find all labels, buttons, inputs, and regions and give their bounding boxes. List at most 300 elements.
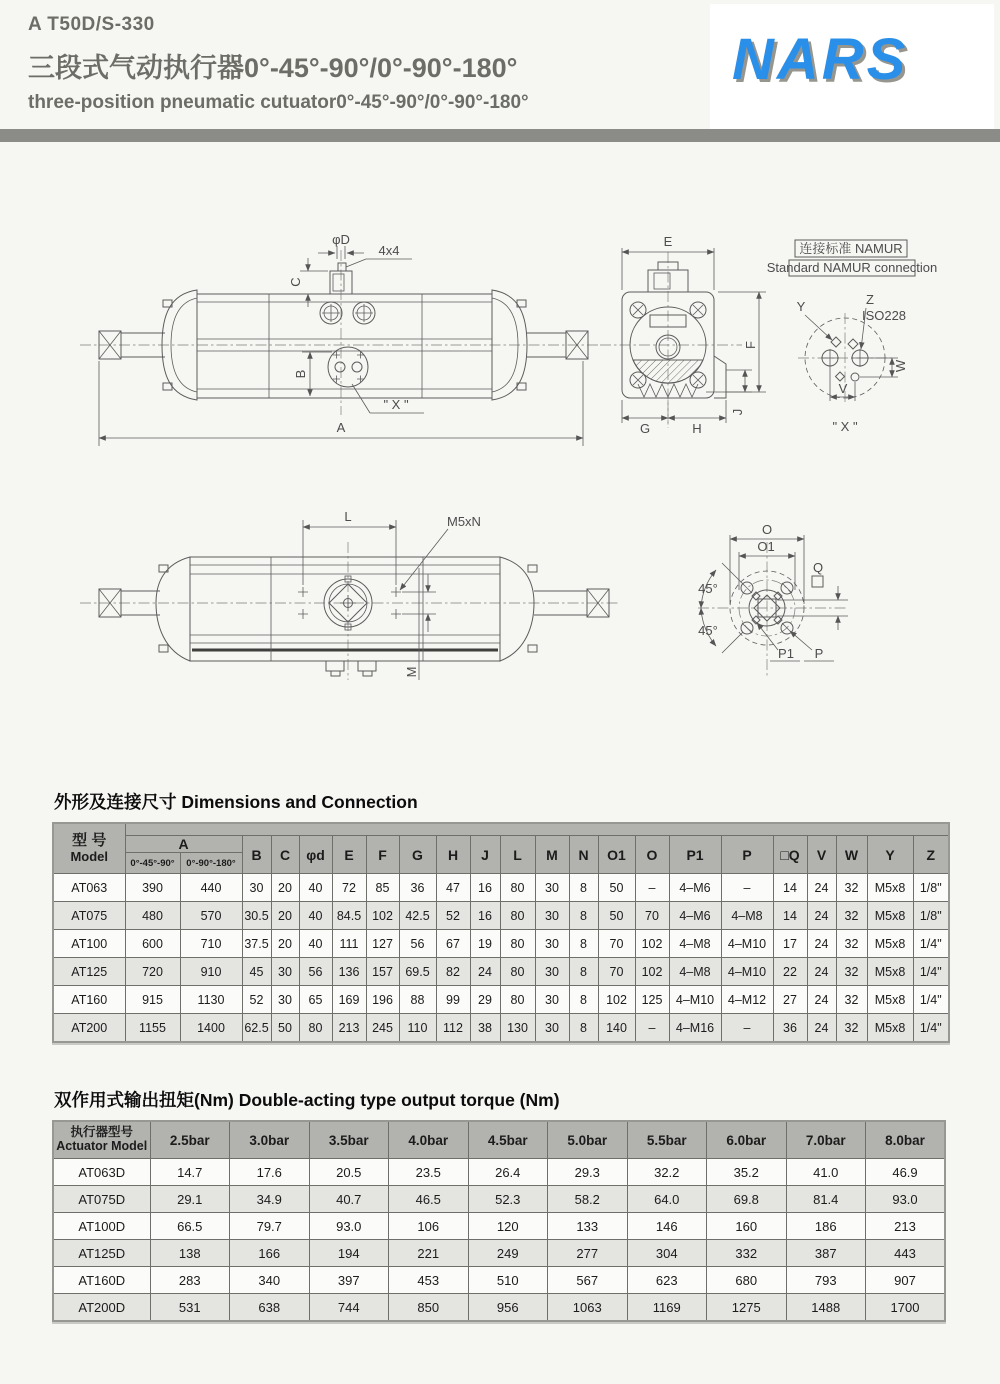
value-cell: 1488	[786, 1294, 866, 1322]
dims-column-header: W	[836, 836, 867, 874]
divider-bar	[0, 129, 1000, 142]
dim-label-p1: P1	[778, 646, 794, 661]
value-cell: 1130	[180, 986, 242, 1014]
value-cell: 186	[786, 1213, 866, 1240]
value-cell: 387	[786, 1240, 866, 1267]
value-cell: 304	[627, 1240, 707, 1267]
value-cell: 16	[470, 874, 500, 902]
value-cell: 4–M12	[721, 986, 773, 1014]
value-cell: 24	[807, 958, 836, 986]
dim-label-m: M	[404, 666, 419, 678]
dim-label-l: L	[344, 509, 352, 524]
value-cell: 22	[773, 958, 807, 986]
value-cell: 8	[569, 930, 598, 958]
value-cell: 24	[807, 1014, 836, 1043]
torque-column-header: 6.0bar	[707, 1121, 787, 1159]
dim-label-phi-d: φD	[332, 232, 350, 247]
dim-label-g: G	[639, 421, 651, 436]
dim-label-f: F	[743, 341, 758, 349]
plan-view-drawing	[80, 509, 618, 680]
dims-column-header: O	[635, 836, 669, 874]
value-cell: 1/8"	[913, 874, 949, 902]
value-cell: 29	[470, 986, 500, 1014]
value-cell: 32	[836, 902, 867, 930]
value-cell: 26.4	[468, 1159, 548, 1186]
value-cell: 47	[436, 874, 470, 902]
value-cell: 1700	[866, 1294, 946, 1322]
technical-drawings	[0, 160, 1000, 780]
value-cell: 50	[598, 874, 635, 902]
model-header-en: Model	[70, 848, 109, 864]
value-cell: 30	[535, 1014, 569, 1043]
value-cell: 40	[299, 902, 332, 930]
value-cell: 277	[548, 1240, 628, 1267]
value-cell: 80	[500, 874, 535, 902]
value-cell: 30	[535, 902, 569, 930]
model-code: A T50D/S-330	[28, 14, 155, 35]
angle-label-45-bottom: 45°	[698, 623, 718, 638]
value-cell: 32	[836, 874, 867, 902]
dims-column-header: P1	[669, 836, 721, 874]
dim-label-v: V	[838, 381, 848, 396]
actuator-model-header-en: Actuator Model	[56, 1139, 148, 1153]
value-cell: 80	[500, 930, 535, 958]
value-cell: 80	[299, 1014, 332, 1043]
model-cell: AT075	[53, 902, 125, 930]
value-cell: 56	[299, 958, 332, 986]
dim-label-o1: O1	[757, 539, 775, 554]
dim-label-4x4: 4x4	[378, 243, 400, 258]
value-cell: 443	[866, 1240, 946, 1267]
value-cell: 52	[242, 986, 271, 1014]
value-cell: 111	[332, 930, 366, 958]
value-cell: 531	[150, 1294, 230, 1322]
value-cell: 638	[230, 1294, 310, 1322]
model-cell: AT063	[53, 874, 125, 902]
dims-column-header: B	[242, 836, 271, 874]
table-row	[53, 958, 949, 986]
value-cell: 850	[389, 1294, 469, 1322]
value-cell: 140	[598, 1014, 635, 1043]
value-cell: 14	[773, 902, 807, 930]
torque-header-row	[53, 1121, 945, 1159]
value-cell: 69.8	[707, 1186, 787, 1213]
value-cell: 907	[866, 1267, 946, 1294]
value-cell: 69.5	[399, 958, 436, 986]
value-cell: 245	[366, 1014, 399, 1043]
detail-x-reference: " X "	[383, 397, 409, 412]
value-cell: 46.9	[866, 1159, 946, 1186]
value-cell: 196	[366, 986, 399, 1014]
value-cell: 72	[332, 874, 366, 902]
value-cell: 80	[500, 902, 535, 930]
value-cell: 102	[635, 930, 669, 958]
value-cell: 70	[635, 902, 669, 930]
dim-label-q: Q	[812, 560, 824, 575]
dims-column-header: M	[535, 836, 569, 874]
dims-column-header: N	[569, 836, 598, 874]
table-row	[53, 1213, 945, 1240]
value-cell: 710	[180, 930, 242, 958]
torque-column-header: 5.0bar	[548, 1121, 628, 1159]
dims-column-header: Z	[913, 836, 949, 874]
value-cell: M5x8	[867, 986, 913, 1014]
value-cell: 744	[309, 1294, 389, 1322]
dim-label-y: Y	[796, 299, 806, 314]
value-cell: 81.4	[786, 1186, 866, 1213]
value-cell: 17.6	[230, 1159, 310, 1186]
value-cell: 30	[271, 986, 299, 1014]
value-cell: 1/4"	[913, 986, 949, 1014]
value-cell: 8	[569, 874, 598, 902]
value-cell: 19	[470, 930, 500, 958]
value-cell: 102	[598, 986, 635, 1014]
value-cell: 24	[807, 930, 836, 958]
namur-label-cn: 连接标准 NAMUR	[799, 241, 903, 256]
value-cell: 50	[598, 902, 635, 930]
value-cell: M5x8	[867, 1014, 913, 1043]
dim-label-h: H	[692, 421, 702, 436]
value-cell: 480	[125, 902, 180, 930]
value-cell: 1/4"	[913, 930, 949, 958]
value-cell: 23.5	[389, 1159, 469, 1186]
value-cell: 30.5	[242, 902, 271, 930]
torque-column-header: 7.0bar	[786, 1121, 866, 1159]
model-cell: AT200	[53, 1014, 125, 1043]
value-cell: 1155	[125, 1014, 180, 1043]
value-cell: 24	[807, 874, 836, 902]
value-cell: 93.0	[866, 1186, 946, 1213]
model-cell: AT125D	[53, 1240, 150, 1267]
value-cell: 56	[399, 930, 436, 958]
value-cell: 283	[150, 1267, 230, 1294]
model-cell: AT063D	[53, 1159, 150, 1186]
value-cell: 32	[836, 986, 867, 1014]
dim-label-a: A	[336, 420, 346, 435]
value-cell: 34.9	[230, 1186, 310, 1213]
value-cell: 79.7	[230, 1213, 310, 1240]
dims-column-header: G	[399, 836, 436, 874]
a-column-header: A	[125, 836, 242, 853]
value-cell: 30	[535, 986, 569, 1014]
value-cell: 249	[468, 1240, 548, 1267]
value-cell: 41.0	[786, 1159, 866, 1186]
value-cell: 1/8"	[913, 902, 949, 930]
value-cell: 30	[535, 958, 569, 986]
dim-label-w: W	[893, 359, 908, 373]
model-cell: AT160	[53, 986, 125, 1014]
value-cell: 453	[389, 1267, 469, 1294]
actuator-model-header-cn: 执行器型号	[70, 1125, 133, 1140]
value-cell: 84.5	[332, 902, 366, 930]
value-cell: 32.2	[627, 1159, 707, 1186]
value-cell: 138	[150, 1240, 230, 1267]
dims-column-header: φd	[299, 836, 332, 874]
value-cell: 390	[125, 874, 180, 902]
dims-column-header: E	[332, 836, 366, 874]
value-cell: 194	[309, 1240, 389, 1267]
value-cell: 14.7	[150, 1159, 230, 1186]
torque-column-header: 8.0bar	[866, 1121, 946, 1159]
value-cell: 16	[470, 902, 500, 930]
table-row	[53, 1294, 945, 1322]
value-cell: 340	[230, 1267, 310, 1294]
value-cell: 956	[468, 1294, 548, 1322]
value-cell: 82	[436, 958, 470, 986]
dims-table-body	[53, 874, 949, 1043]
value-cell: 157	[366, 958, 399, 986]
dim-label-j: J	[730, 408, 745, 416]
value-cell: 146	[627, 1213, 707, 1240]
dims-column-header: H	[436, 836, 470, 874]
value-cell: 32	[836, 1014, 867, 1043]
a-subheader-1: 0°-45°-90°	[125, 853, 180, 874]
value-cell: 8	[569, 958, 598, 986]
value-cell: 570	[180, 902, 242, 930]
model-column-header	[53, 823, 125, 874]
iso-standard-label: ISO228	[861, 308, 907, 323]
angle-label-45-top: 45°	[698, 581, 718, 596]
model-cell: AT100	[53, 930, 125, 958]
value-cell: 64.0	[627, 1186, 707, 1213]
value-cell: 1/4"	[913, 958, 949, 986]
value-cell: 70	[598, 958, 635, 986]
value-cell: 910	[180, 958, 242, 986]
value-cell: 40	[299, 930, 332, 958]
dims-column-header: □Q	[773, 836, 807, 874]
dims-column-header: V	[807, 836, 836, 874]
value-cell: –	[721, 1014, 773, 1043]
table-row	[53, 1240, 945, 1267]
value-cell: 1275	[707, 1294, 787, 1322]
dimensions-table	[52, 822, 950, 1043]
dim-label-b: B	[293, 369, 308, 379]
dims-header-main-row	[53, 836, 949, 853]
value-cell: 4–M6	[669, 874, 721, 902]
value-cell: M5x8	[867, 902, 913, 930]
value-cell: 720	[125, 958, 180, 986]
value-cell: 85	[366, 874, 399, 902]
namur-detail-drawing	[767, 240, 938, 434]
torque-column-header: 3.5bar	[309, 1121, 389, 1159]
value-cell: 623	[627, 1267, 707, 1294]
value-cell: 93.0	[309, 1213, 389, 1240]
flange-detail-drawing	[698, 522, 848, 676]
value-cell: 17	[773, 930, 807, 958]
model-header-cn: 型 号	[72, 832, 107, 850]
value-cell: 120	[468, 1213, 548, 1240]
value-cell: 133	[548, 1213, 628, 1240]
value-cell: 52.3	[468, 1186, 548, 1213]
value-cell: –	[635, 874, 669, 902]
value-cell: 20.5	[309, 1159, 389, 1186]
value-cell: 4–M8	[669, 930, 721, 958]
dims-header-strip-row	[53, 823, 949, 836]
value-cell: 1169	[627, 1294, 707, 1322]
value-cell: M5x8	[867, 930, 913, 958]
value-cell: 8	[569, 1014, 598, 1043]
value-cell: M5x8	[867, 874, 913, 902]
model-cell: AT075D	[53, 1186, 150, 1213]
value-cell: 40.7	[309, 1186, 389, 1213]
value-cell: 793	[786, 1267, 866, 1294]
torque-column-header: 2.5bar	[150, 1121, 230, 1159]
table-row	[53, 1186, 945, 1213]
value-cell: 397	[309, 1267, 389, 1294]
torque-column-header: 5.5bar	[627, 1121, 707, 1159]
value-cell: 99	[436, 986, 470, 1014]
value-cell: M5x8	[867, 958, 913, 986]
value-cell: 52	[436, 902, 470, 930]
table-row	[53, 930, 949, 958]
value-cell: 166	[230, 1240, 310, 1267]
value-cell: 24	[470, 958, 500, 986]
value-cell: 4–M10	[721, 958, 773, 986]
value-cell: 4–M8	[721, 902, 773, 930]
torque-section-title: 双作用式输出扭矩(Nm) Double-acting type output torque (Nm)	[54, 1090, 560, 1110]
value-cell: 332	[707, 1240, 787, 1267]
value-cell: 440	[180, 874, 242, 902]
value-cell: 36	[773, 1014, 807, 1043]
dim-label-m5xn: M5xN	[447, 514, 481, 529]
value-cell: 510	[468, 1267, 548, 1294]
value-cell: 62.5	[242, 1014, 271, 1043]
value-cell: 4–M16	[669, 1014, 721, 1043]
value-cell: 20	[271, 874, 299, 902]
value-cell: 213	[866, 1213, 946, 1240]
value-cell: 38	[470, 1014, 500, 1043]
value-cell: 30	[535, 930, 569, 958]
value-cell: 8	[569, 902, 598, 930]
torque-column-header: 4.0bar	[389, 1121, 469, 1159]
value-cell: 1400	[180, 1014, 242, 1043]
value-cell: 42.5	[399, 902, 436, 930]
value-cell: 24	[807, 986, 836, 1014]
value-cell: 102	[366, 902, 399, 930]
value-cell: –	[721, 874, 773, 902]
dim-label-e: E	[663, 234, 673, 249]
end-view-drawing	[600, 234, 766, 436]
value-cell: 106	[389, 1213, 469, 1240]
value-cell: 125	[635, 986, 669, 1014]
value-cell: 70	[598, 930, 635, 958]
value-cell: 30	[242, 874, 271, 902]
page-title-cn: 三段式气动执行器0°-45°-90°/0°-90°-180°	[28, 53, 518, 83]
value-cell: 4–M6	[669, 902, 721, 930]
value-cell: 680	[707, 1267, 787, 1294]
value-cell: 35.2	[707, 1159, 787, 1186]
torque-column-header: 4.5bar	[468, 1121, 548, 1159]
dimensions-section-title: 外形及连接尺寸 Dimensions and Connection	[54, 792, 418, 812]
value-cell: 29.3	[548, 1159, 628, 1186]
model-cell: AT200D	[53, 1294, 150, 1322]
value-cell: 127	[366, 930, 399, 958]
value-cell: 8	[569, 986, 598, 1014]
value-cell: 30	[271, 958, 299, 986]
value-cell: 32	[836, 930, 867, 958]
value-cell: 20	[271, 902, 299, 930]
value-cell: 110	[399, 1014, 436, 1043]
actuator-model-header	[53, 1121, 150, 1159]
value-cell: 80	[500, 958, 535, 986]
dims-column-header: L	[500, 836, 535, 874]
value-cell: 213	[332, 1014, 366, 1043]
dims-column-header: F	[366, 836, 399, 874]
dim-label-z: Z	[866, 292, 874, 307]
value-cell: 66.5	[150, 1213, 230, 1240]
value-cell: 600	[125, 930, 180, 958]
value-cell: 14	[773, 874, 807, 902]
table-row	[53, 986, 949, 1014]
value-cell: 4–M8	[669, 958, 721, 986]
value-cell: 169	[332, 986, 366, 1014]
header-strip	[125, 823, 949, 836]
brand-logo: NARS	[732, 27, 909, 92]
table-row	[53, 874, 949, 902]
value-cell: 46.5	[389, 1186, 469, 1213]
dim-label-o: O	[761, 522, 773, 537]
value-cell: 915	[125, 986, 180, 1014]
value-cell: 37.5	[242, 930, 271, 958]
value-cell: 20	[271, 930, 299, 958]
dims-column-header: P	[721, 836, 773, 874]
value-cell: 221	[389, 1240, 469, 1267]
value-cell: –	[635, 1014, 669, 1043]
value-cell: 136	[332, 958, 366, 986]
table-row	[53, 1014, 949, 1043]
value-cell: 4–M10	[721, 930, 773, 958]
value-cell: 65	[299, 986, 332, 1014]
value-cell: 567	[548, 1267, 628, 1294]
table-row	[53, 902, 949, 930]
value-cell: 1063	[548, 1294, 628, 1322]
value-cell: 160	[707, 1213, 787, 1240]
dim-label-c: C	[288, 277, 303, 287]
value-cell: 45	[242, 958, 271, 986]
value-cell: 29.1	[150, 1186, 230, 1213]
model-cell: AT160D	[53, 1267, 150, 1294]
value-cell: 88	[399, 986, 436, 1014]
table-row	[53, 1267, 945, 1294]
value-cell: 102	[635, 958, 669, 986]
value-cell: 58.2	[548, 1186, 628, 1213]
value-cell: 40	[299, 874, 332, 902]
dims-column-header: Y	[867, 836, 913, 874]
value-cell: 4–M10	[669, 986, 721, 1014]
value-cell: 112	[436, 1014, 470, 1043]
value-cell: 32	[836, 958, 867, 986]
torque-table	[52, 1120, 946, 1322]
value-cell: 24	[807, 902, 836, 930]
value-cell: 67	[436, 930, 470, 958]
table-row	[53, 1159, 945, 1186]
namur-label-en: Standard NAMUR connection	[766, 260, 938, 275]
a-subheader-2: 0°-90°-180°	[180, 853, 242, 874]
detail-x-caption: " X "	[832, 419, 858, 434]
dim-label-p: P	[814, 646, 824, 661]
torque-column-header: 3.0bar	[230, 1121, 310, 1159]
value-cell: 80	[500, 986, 535, 1014]
value-cell: 50	[271, 1014, 299, 1043]
dims-column-header: O1	[598, 836, 635, 874]
dims-column-header: J	[470, 836, 500, 874]
value-cell: 130	[500, 1014, 535, 1043]
value-cell: 30	[535, 874, 569, 902]
model-cell: AT125	[53, 958, 125, 986]
value-cell: 1/4"	[913, 1014, 949, 1043]
value-cell: 27	[773, 986, 807, 1014]
page-title-en: three-position pneumatic cutuator0°-45°-90°/0°-90°-180°	[28, 92, 529, 113]
